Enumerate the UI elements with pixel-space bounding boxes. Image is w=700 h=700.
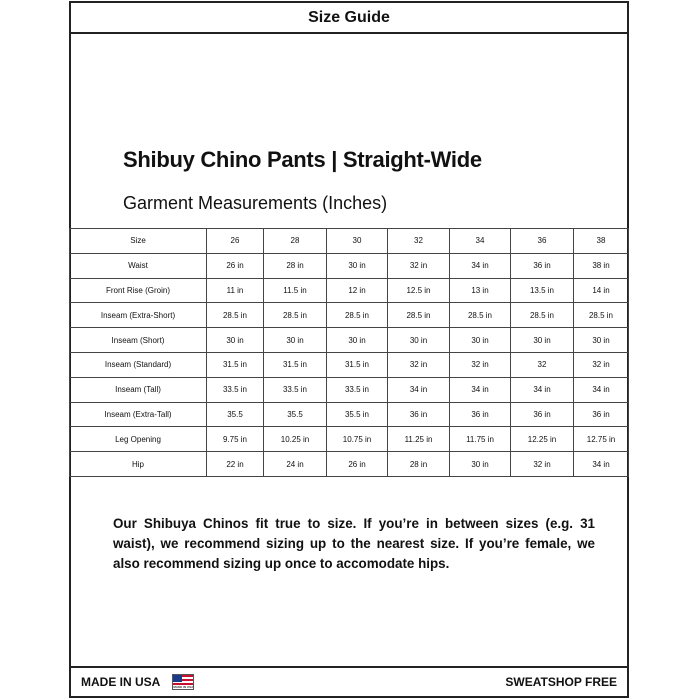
- table-cell: 32 in: [450, 352, 511, 377]
- flag-caption: MADE IN USA: [173, 685, 194, 689]
- table-cell: 9.75 in: [207, 427, 264, 452]
- table-cell: 36 in: [388, 402, 450, 427]
- size-guide-title: Size Guide: [308, 8, 390, 26]
- made-in-usa-label: MADE IN USA: [81, 675, 161, 689]
- table-cell: 33.5 in: [207, 377, 264, 402]
- table-cell: 28.5 in: [264, 303, 327, 328]
- row-label-cell: Size: [70, 229, 207, 254]
- table-cell: 32 in: [388, 352, 450, 377]
- fit-note: Our Shibuya Chinos fit true to size. If you’re in between sizes (e.g. 31 waist), we recommend sizing up to the nearest size. If you’re female, we also recommend sizing up once to accomodate hips.: [113, 516, 595, 571]
- table-cell: 30 in: [511, 328, 574, 353]
- table-cell: 34 in: [574, 377, 629, 402]
- measurements-subtitle: Garment Measurements (Inches): [123, 193, 388, 213]
- row-label-cell: Inseam (Standard): [70, 352, 207, 377]
- size-header-cell: 34: [450, 229, 511, 254]
- flag-canton: [173, 675, 182, 682]
- size-header-cell: 36: [511, 229, 574, 254]
- row-label-cell: Inseam (Tall): [70, 377, 207, 402]
- table-cell: 24 in: [264, 452, 327, 477]
- table-cell: 30 in: [450, 328, 511, 353]
- table-cell: 35.5: [207, 402, 264, 427]
- table-row: [70, 452, 629, 477]
- table-cell: 30 in: [327, 328, 388, 353]
- table-cell: 34 in: [574, 452, 629, 477]
- size-header-cell: 30: [327, 229, 388, 254]
- table-cell: 11.75 in: [450, 427, 511, 452]
- table-row: [70, 328, 629, 353]
- table-row: [70, 427, 629, 452]
- table-row: [70, 253, 629, 278]
- table-cell: 30 in: [264, 328, 327, 353]
- table-cell: 28.5 in: [450, 303, 511, 328]
- size-table: [69, 228, 629, 477]
- row-label-cell: Inseam (Extra-Short): [70, 303, 207, 328]
- table-cell: 31.5 in: [327, 352, 388, 377]
- table-cell: 34 in: [511, 377, 574, 402]
- table-cell: 31.5 in: [207, 352, 264, 377]
- row-label-cell: Waist: [70, 253, 207, 278]
- table-cell: 34 in: [450, 253, 511, 278]
- table-row: [70, 402, 629, 427]
- table-cell: 28.5 in: [388, 303, 450, 328]
- table-cell: 13 in: [450, 278, 511, 303]
- table-cell: 28.5 in: [574, 303, 629, 328]
- table-cell: 33.5 in: [327, 377, 388, 402]
- sweatshop-free-label: SWEATSHOP FREE: [505, 675, 617, 689]
- table-cell: 12.5 in: [388, 278, 450, 303]
- table-cell: 30 in: [574, 328, 629, 353]
- row-label-cell: Leg Opening: [70, 427, 207, 452]
- table-cell: 36 in: [511, 253, 574, 278]
- size-header-cell: 32: [388, 229, 450, 254]
- table-cell: 12 in: [327, 278, 388, 303]
- table-cell: 30 in: [207, 328, 264, 353]
- table-cell: 14 in: [574, 278, 629, 303]
- table-cell: 10.25 in: [264, 427, 327, 452]
- table-header-row: [70, 229, 629, 254]
- table-cell: 38 in: [574, 253, 629, 278]
- table-cell: 31.5 in: [264, 352, 327, 377]
- table-cell: 30 in: [327, 253, 388, 278]
- table-cell: 36 in: [511, 402, 574, 427]
- table-cell: 35.5 in: [327, 402, 388, 427]
- size-header-cell: 26: [207, 229, 264, 254]
- table-cell: 33.5 in: [264, 377, 327, 402]
- product-title: Shibuy Chino Pants | Straight-Wide: [123, 147, 482, 172]
- size-guide-header: [71, 3, 627, 34]
- table-cell: 12.25 in: [511, 427, 574, 452]
- table-cell: 28.5 in: [207, 303, 264, 328]
- footer-bar: [71, 666, 627, 696]
- table-cell: 10.75 in: [327, 427, 388, 452]
- table-row: [70, 303, 629, 328]
- table-cell: 28 in: [264, 253, 327, 278]
- table-cell: 34 in: [388, 377, 450, 402]
- table-cell: 30 in: [388, 328, 450, 353]
- table-cell: 28 in: [388, 452, 450, 477]
- table-cell: 35.5: [264, 402, 327, 427]
- table-row: [70, 377, 629, 402]
- row-label-cell: Inseam (Short): [70, 328, 207, 353]
- table-cell: 11 in: [207, 278, 264, 303]
- table-cell: 12.75 in: [574, 427, 629, 452]
- table-cell: 32: [511, 352, 574, 377]
- table-cell: 32 in: [574, 352, 629, 377]
- table-cell: 22 in: [207, 452, 264, 477]
- table-row: [70, 352, 629, 377]
- table-cell: 28.5 in: [327, 303, 388, 328]
- size-guide-card: [69, 1, 629, 698]
- table-cell: 34 in: [450, 377, 511, 402]
- table-cell: 32 in: [388, 253, 450, 278]
- table-cell: 26 in: [207, 253, 264, 278]
- table-cell: 11.5 in: [264, 278, 327, 303]
- table-cell: 26 in: [327, 452, 388, 477]
- row-label-cell: Front Rise (Groin): [70, 278, 207, 303]
- row-label-cell: Hip: [70, 452, 207, 477]
- footer-left: [81, 674, 194, 690]
- table-cell: 36 in: [450, 402, 511, 427]
- table-cell: 30 in: [450, 452, 511, 477]
- table-cell: 28.5 in: [511, 303, 574, 328]
- table-cell: 13.5 in: [511, 278, 574, 303]
- row-label-cell: Inseam (Extra-Tall): [70, 402, 207, 427]
- us-flag-icon: [172, 674, 194, 690]
- table-cell: 11.25 in: [388, 427, 450, 452]
- table-cell: 36 in: [574, 402, 629, 427]
- table-row: [70, 278, 629, 303]
- size-header-cell: 38: [574, 229, 629, 254]
- size-header-cell: 28: [264, 229, 327, 254]
- table-cell: 32 in: [511, 452, 574, 477]
